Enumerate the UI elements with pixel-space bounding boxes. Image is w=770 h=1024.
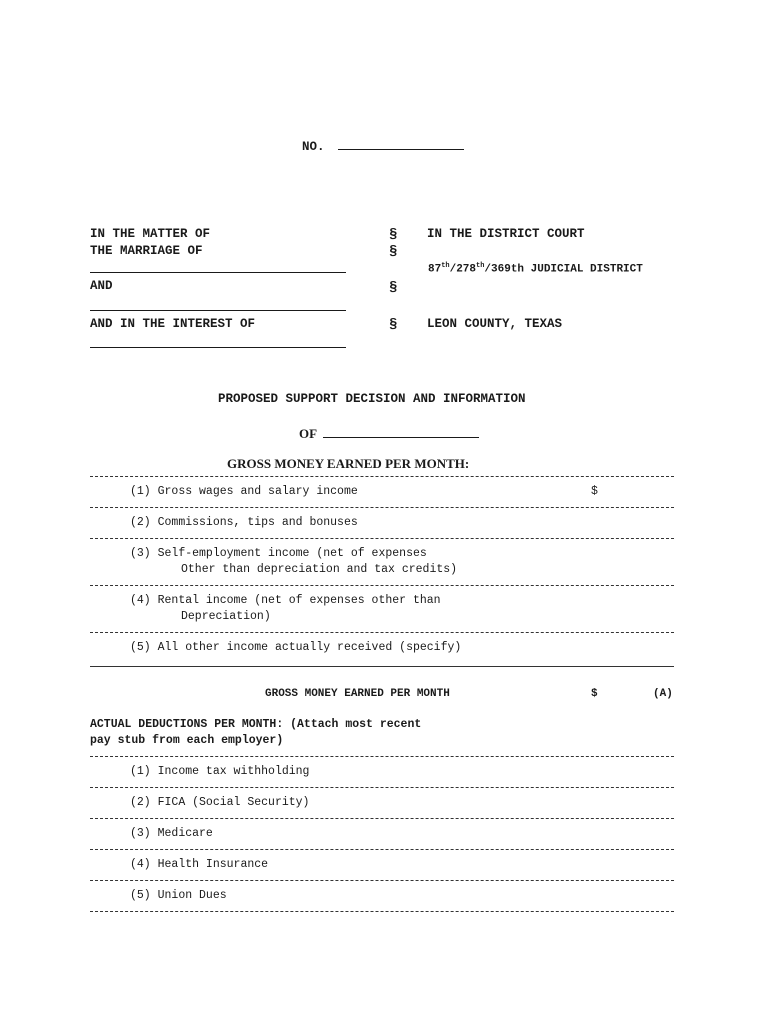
divider [90,787,674,788]
county: LEON COUNTY, TEXAS [427,317,563,331]
gross-item-2: (2) Commissions, tips and bonuses [130,516,358,529]
caption-interest-of: AND IN THE INTEREST OF [90,317,256,331]
case-number-blank[interactable] [338,137,464,150]
divider [90,538,674,539]
gross-total-label: GROSS MONEY EARNED PER MONTH [265,688,450,700]
deduction-item-3: (3) Medicare [130,827,213,840]
caption-marriage-of: THE MARRIAGE OF [90,244,203,258]
section-symbol: § [389,280,398,296]
gross-heading: GROSS MONEY EARNED PER MONTH: [227,456,470,471]
caption-and: AND [90,279,113,293]
divider [90,585,674,586]
court-name: IN THE DISTRICT COURT [427,227,585,241]
gross-total-tag: (A) [653,688,673,700]
deduction-item-4: (4) Health Insurance [130,858,269,871]
caption-matter-of: IN THE MATTER OF [90,227,211,241]
divider [90,818,674,819]
divider [90,849,674,850]
of-label: OF [299,426,317,441]
divider [90,911,674,912]
deduction-item-5: (5) Union Dues [130,889,227,902]
divider-solid [90,666,674,667]
gross-item-4: (4) Rental income (net of expenses other than [130,594,441,607]
deductions-heading-2: pay stub from each employer) [90,734,284,747]
case-number-label: NO. [302,140,325,154]
party1-name-line[interactable] [90,272,346,273]
gross-item-1-amount[interactable]: $ [591,485,598,498]
case-number [302,137,464,154]
section-symbol: § [389,227,398,243]
of-line [299,426,479,442]
deduction-item-2: (2) FICA (Social Security) [130,796,310,809]
deductions-heading-1: ACTUAL DEDUCTIONS PER MONTH: (Attach most recent [90,718,422,731]
gross-item-4-cont: Depreciation) [181,610,271,623]
judicial-district: 87th/278th/369th JUDICIAL DISTRICT [428,262,643,276]
gross-item-5: (5) All other income actually received (specify) [130,641,462,654]
child-name-line[interactable] [90,347,346,348]
divider [90,632,674,633]
section-symbol: § [389,244,398,260]
gross-item-3-cont: Other than depreciation and tax credits) [181,563,458,576]
of-name-blank[interactable] [323,426,479,438]
divider [90,756,674,757]
document-title: PROPOSED SUPPORT DECISION AND INFORMATION [218,392,526,406]
divider [90,507,674,508]
divider [90,476,674,477]
gross-item-1: (1) Gross wages and salary income [130,485,358,498]
gross-total-amount[interactable]: $ [591,688,598,700]
divider [90,880,674,881]
gross-item-3: (3) Self-employment income (net of expenses [130,547,427,560]
deduction-item-1: (1) Income tax withholding [130,765,310,778]
section-symbol: § [389,317,398,333]
party2-name-line[interactable] [90,310,346,311]
